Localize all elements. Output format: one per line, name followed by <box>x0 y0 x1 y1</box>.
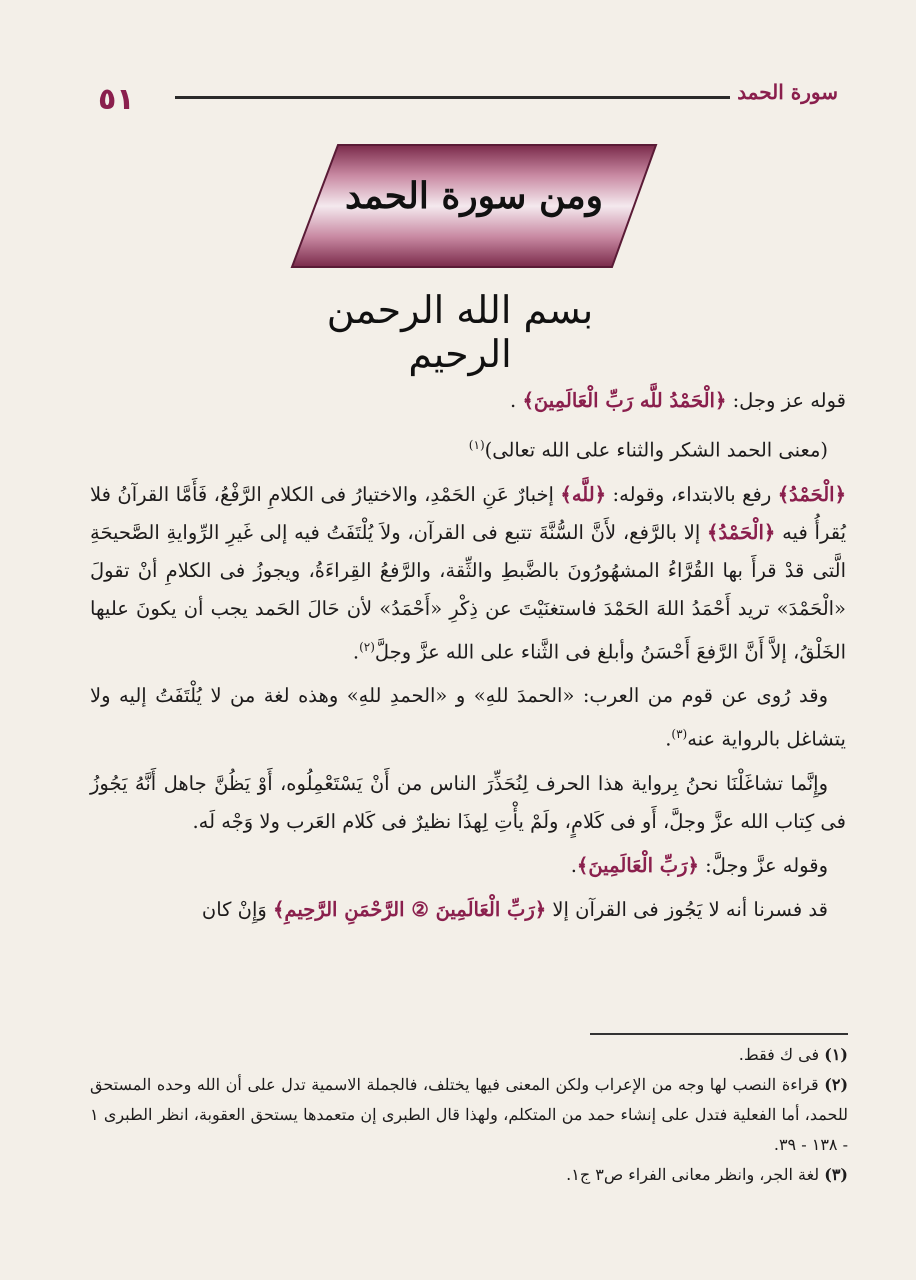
text: . <box>570 853 577 877</box>
quran-verse: ﴿رَبِّ الْعَالَمِينَ ② الرَّحْمَنِ الرَّحِيمِ﴾ <box>272 897 547 921</box>
footnote-divider <box>590 1033 848 1035</box>
paragraph <box>90 382 846 420</box>
text: وَإِنْ كان <box>201 897 273 921</box>
text: وإِنَّما تشاغَلْنَا نحنُ بِرواية هذا الحرف لِنُحَذِّرَ الناس من أَنْ يَسْتَعْمِلُوه، أَوْ يَظُنَّ جاهل أَنَّهُ يَجُوزُ فى كِتاب الله عزَّ وجلَّ، أَو فى كَلامٍ، ولَمْ يأْتِ لِهذَا نظيرٌ فى كَلام العَرب ولا وَجْه لَه. <box>90 771 846 833</box>
text: وقوله عزَّ وجلَّ: <box>698 853 828 877</box>
paragraph <box>90 847 846 885</box>
footnote-text: فى ك فقط. <box>738 1045 820 1064</box>
chapter-banner <box>290 143 658 269</box>
quran-verse: ﴿رَبِّ الْعَالَمِينَ﴾ <box>576 853 699 877</box>
text: وقد رُوى عن قوم من العرب: «الحمدَ للهِ» و «الحمدِ للهِ» وهذه لغة من لا يُلْتَفَتُ إليه ولا يتشاغل بالرواية عنه <box>90 684 846 751</box>
running-title: سورة الحمد <box>737 80 838 104</box>
text: . <box>352 640 360 663</box>
quran-verse: ﴿الْحَمْدُ﴾ <box>707 520 776 544</box>
paragraph <box>90 891 846 929</box>
paragraph <box>90 765 846 841</box>
paragraph <box>90 476 846 672</box>
footnote-text: قراءة النصب لها وجه من الإعراب ولكن المعنى فيها يختلف، فالجملة الاسمية تدل على أن الله وحده المستحق للحمد، أما الفعلية فتدل على إنشاء حمد من المتكلم، ولهذا قال الطبرى إن متعمدها يستحق العقوبة، انظر الطبرى ١ - ١٣٨ - ٣٩. <box>90 1075 848 1154</box>
footnote-ref: (٢) <box>359 639 375 654</box>
text: . <box>665 727 672 751</box>
footnote <box>90 1040 848 1070</box>
chapter-title: ومن سورة الحمد <box>344 175 604 217</box>
paragraph <box>90 426 846 470</box>
text: قوله عز وجل: <box>726 389 846 412</box>
footnote-text: لغة الجر، وانظر معانى الفراء ص٣ ج١. <box>566 1165 820 1184</box>
main-text <box>90 382 846 935</box>
footnote-number: (٢) <box>824 1075 849 1094</box>
text: رفع بالابتداء، وقوله: <box>606 482 778 506</box>
footnote-number: (٣) <box>824 1165 848 1184</box>
page-number: ٥١ <box>98 82 135 117</box>
basmala: بسم الله الرحمن الرحيم <box>326 288 594 376</box>
quran-verse: ﴿الْحَمْدُ﴾ <box>777 482 846 506</box>
quran-verse: ﴿الْحَمْدُ للَّه رَبِّ الْعَالَمِينَ﴾ <box>522 389 727 412</box>
paragraph <box>90 677 846 759</box>
footnote-ref: (١) <box>468 438 485 452</box>
footnote-number: (١) <box>824 1045 848 1064</box>
footnote <box>90 1160 848 1190</box>
text: قد فسرنا أنه لا يَجُوز فى القرآن إلا <box>546 897 828 921</box>
text: إلا بالرَّفع، لأَنَّ السُّنَّةَ تتبع فى القرآن، ولاَ يُلْتَفَتُ فيه إلى غَيرِ الرِّوايةِ الصَّحيحَةِ الَّتى قدْ قرأَ بها القُرَّاءُ المشهُورُونَ بالضَّبطِ والثِّقة، والرَّفعُ القِراءَةُ، ويجوزُ فى الكلامِ أنْ تقولَ «الْحَمْدَ» تريد أَحْمَدُ اللهَ الحَمْدَ فاستغنَيْتَ عن ذِكْرِ «أَحْمَدُ» لأن حَالَ الحَمد يجب أن يكونَ عليها الخَلْقُ، إلاَّ أَنَّ الرَّفعَ أَحْسَنُ وأبلغ فى الثَّناء على الله عزَّ وجلَّ <box>90 520 846 663</box>
footnotes <box>90 1040 848 1190</box>
text: . <box>510 389 523 412</box>
footnote <box>90 1070 848 1160</box>
quran-verse: ﴿للَّه﴾ <box>560 482 607 506</box>
text: إخبارٌ عَنِ الحَمْدِ، والاختيارُ فى الكلامِ الرَّفْعُ، فَأَمَّا القرآنُ فلا يُقرأُ فيه <box>90 482 846 544</box>
text: (معنى الحمد الشكر والثناء على الله تعالى) <box>484 438 828 462</box>
footnote-ref: (٣) <box>671 727 688 741</box>
header-rule <box>175 96 730 99</box>
